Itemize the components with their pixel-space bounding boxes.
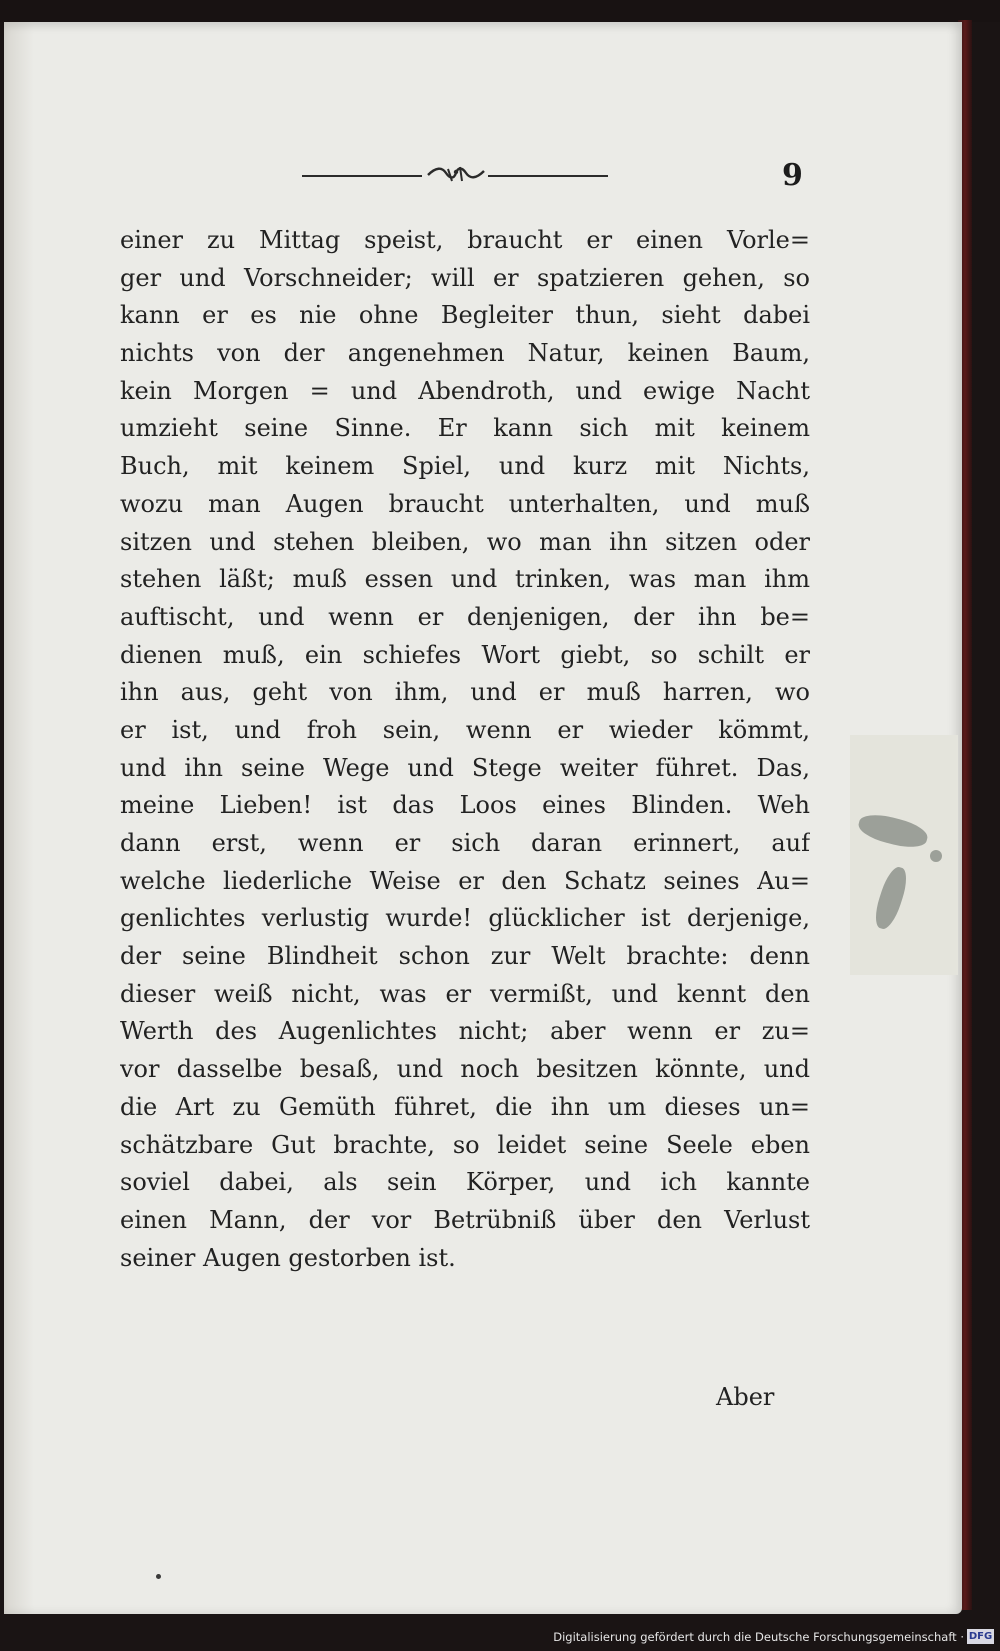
text-line: umzieht seine Sinne. Er kann sich mit keinem [120, 414, 810, 443]
text-line: seiner Augen gestorben ist. [120, 1243, 456, 1272]
text-line: wozu man Augen braucht unterhalten, und muß [120, 489, 810, 518]
text-line: einen Mann, der vor Betrübniß über den Verlust [120, 1205, 810, 1234]
text-line: die Art zu Gemüth führet, die ihn um dieses un= [120, 1092, 810, 1121]
text-line: einer zu Mittag speist, braucht er einen Vorle= [120, 226, 810, 254]
text-line: stehen läßt; muß essen und trinken, was man ihm [120, 565, 810, 594]
text-line: und ihn seine Wege und Stege weiter führet. Das, [120, 753, 810, 782]
rule-line-left [302, 175, 422, 177]
rule-line-right [488, 175, 608, 177]
text-line: der seine Blindheit schon zur Welt brachte: denn [120, 942, 810, 971]
text-line: meine Lieben! ist das Loos eines Blinden. Weh [120, 791, 810, 820]
text-line: welche liederliche Weise er den Schatz seines Au= [120, 866, 810, 895]
scan-backdrop [0, 0, 1000, 22]
text-line: schätzbare Gut brachte, so leidet seine Seele eben [120, 1130, 810, 1159]
text-line: soviel dabei, als sein Körper, und ich kannte [120, 1168, 810, 1197]
page-gutter-shade [4, 22, 34, 1614]
text-line: vor dasselbe besaß, und noch besitzen könnte, und [120, 1055, 810, 1084]
ornament-icon [426, 161, 486, 187]
text-line: dann erst, wenn er sich daran erinnert, auf [120, 829, 810, 857]
text-line: Buch, mit keinem Spiel, und kurz mit Nichts, [120, 452, 810, 481]
text-line: dieser weiß nicht, was er vermißt, und kennt den [120, 979, 810, 1008]
paper-speck [156, 1574, 161, 1579]
ink-stain [930, 850, 942, 862]
text-line: Werth des Augenlichtes nicht; aber wenn er zu= [120, 1017, 810, 1046]
text-line: sitzen und stehen bleiben, wo man ihn sitzen oder [120, 527, 810, 556]
text-line: ihn aus, geht von ihm, und er muß harren, wo [120, 678, 810, 707]
text-line: er ist, und froh sein, wenn er wieder kömmt, [120, 715, 810, 744]
text-line: ger und Vorschneider; will er spatzieren gehen, so [120, 263, 810, 292]
catchword: Aber [716, 1383, 775, 1411]
text-line: kann er es nie ohne Begleiter thun, sieht dabei [120, 301, 810, 330]
text-line: auftischt, und wenn er denjenigen, der ihn be= [120, 602, 810, 631]
text-line: genlichtes verlustig wurde! glücklicher ist derjenige, [120, 904, 810, 933]
text-line: nichts von der angenehmen Natur, keinen Baum, [120, 339, 810, 368]
header-ornament-rule [302, 170, 608, 182]
text-line: kein Morgen = und Abendroth, und ewige Nacht [120, 376, 810, 405]
digitization-credit: Digitalisierung gefördert durch die Deutsche Forschungsgemeinschaft · [553, 1630, 964, 1644]
dfg-logo: DFG [968, 1631, 993, 1642]
body-text [120, 222, 810, 1277]
page-number: 9 [782, 158, 803, 193]
text-line: dienen muß, ein schiefes Wort giebt, so schilt er [120, 640, 810, 669]
